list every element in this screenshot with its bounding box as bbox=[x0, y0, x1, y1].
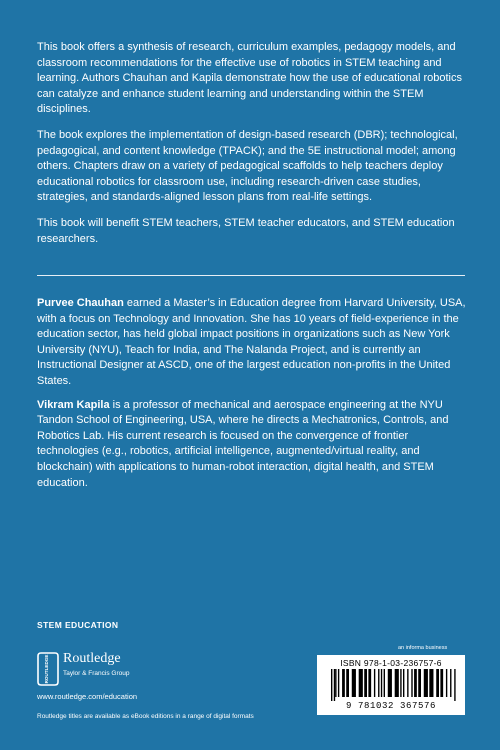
barcode-bar bbox=[400, 669, 401, 697]
barcode-bar bbox=[374, 669, 375, 697]
informa-label: an informa business bbox=[398, 645, 448, 651]
barcode-bar bbox=[450, 669, 451, 697]
barcode-bar bbox=[395, 669, 399, 697]
barcode-bar bbox=[334, 669, 335, 701]
barcode-bar bbox=[436, 669, 439, 697]
barcode-digits: 9 781032 367576 bbox=[345, 701, 436, 711]
publisher-url[interactable]: www.routledge.com/education bbox=[37, 692, 138, 701]
author-name: Vikram Kapila bbox=[37, 398, 110, 411]
barcode-bar bbox=[378, 669, 379, 697]
barcode-bar bbox=[418, 669, 421, 697]
barcode-bar bbox=[388, 669, 392, 697]
barcode-bars bbox=[331, 669, 457, 701]
barcode-bar bbox=[364, 669, 367, 697]
barcode-bar bbox=[440, 669, 443, 697]
author-bio-text: is a professor of mechanical and aerospace engineering at the NYU Tandon School of Engineering, USA, where he directs a Mechatronics, Controls, and Robotics Lab. His current research is focused on the convergence of frontier technologies (e.g., robotics, artificial intelligence, augmented/virtual reality, and blockchain) with applications to human-robot interaction, digital health, and STEM education. bbox=[37, 398, 449, 489]
author-bio-kapila bbox=[37, 398, 467, 492]
barcode-bar bbox=[338, 669, 339, 697]
blurb-paragraph-1: This book offers a synthesis of research, curriculum examples, pedagogy models, and classroom recommendations for the effective use of robotics in STEM teaching and learning. Authors Chauhan and Kapila demonstrate how the use of educational robotics can catalyze and enhance student learning and understanding within the STEM disciplines. bbox=[37, 41, 463, 116]
ebook-note: Routledge titles are available as eBook editions in a range of digital formats bbox=[37, 713, 254, 720]
barcode-bar bbox=[368, 669, 371, 697]
barcode-bar bbox=[331, 669, 332, 701]
barcode-bar bbox=[359, 669, 363, 697]
author-bios bbox=[37, 296, 467, 499]
routledge-mark-text: ROUTLEDGE bbox=[44, 654, 49, 684]
barcode-bar bbox=[403, 669, 404, 697]
blurb-paragraph-3: This book will benefit STEM teachers, STEM teacher educators, and STEM education researchers. bbox=[37, 216, 455, 245]
isbn-barcode bbox=[317, 655, 465, 715]
publisher-logo bbox=[37, 650, 277, 690]
barcode-bar bbox=[429, 669, 433, 697]
section-divider bbox=[37, 275, 465, 276]
barcode-bar bbox=[335, 669, 336, 697]
subject-category: STEM EDUCATION bbox=[37, 620, 119, 630]
barcode-bar bbox=[346, 669, 349, 697]
barcode-bar bbox=[384, 669, 385, 697]
author-name: Purvee Chauhan bbox=[37, 297, 124, 309]
blurb-paragraph-2: The book explores the implementation of design-based research (DBR); technological, pedagogical, and content knowledge (TPACK); and the 5E instructional model; among others. Chapters draw on a variety of pedagogical scaffolds to help teachers deploy educational robotics for classroom use, including research-driven case studies, strategies, and standards-aligned lesson plans from real-life settings. bbox=[37, 128, 458, 204]
isbn-label: ISBN 978-1-03-236757-6 bbox=[340, 658, 442, 668]
publisher-group: Taylor & Francis Group bbox=[63, 670, 130, 677]
back-cover-blurb bbox=[37, 40, 467, 257]
barcode-bar bbox=[407, 669, 408, 697]
routledge-mark-icon bbox=[37, 652, 59, 686]
barcode-bar bbox=[424, 669, 428, 697]
barcode-bar bbox=[414, 669, 417, 697]
barcode-bar bbox=[446, 669, 447, 697]
author-bio-text: earned a Master’s in Education degree from Harvard University, USA, with a focus on Technology and Innovation. She has 10 years of field-experience in the education sector, has held global impact positions in organizations such as New York University (NYU), Teach for India, and The Nalanda Project, and is currently an Instructional Designer at ASCD, one of the largest education non-profits in the United States. bbox=[37, 297, 466, 387]
barcode-bar bbox=[342, 669, 345, 697]
publisher-name: Routledge bbox=[63, 651, 121, 666]
barcode-bar bbox=[411, 669, 412, 697]
author-bio-chauhan bbox=[37, 296, 467, 390]
barcode-bar bbox=[352, 669, 356, 697]
barcode-bar bbox=[454, 669, 455, 701]
barcode-bar bbox=[381, 669, 382, 697]
